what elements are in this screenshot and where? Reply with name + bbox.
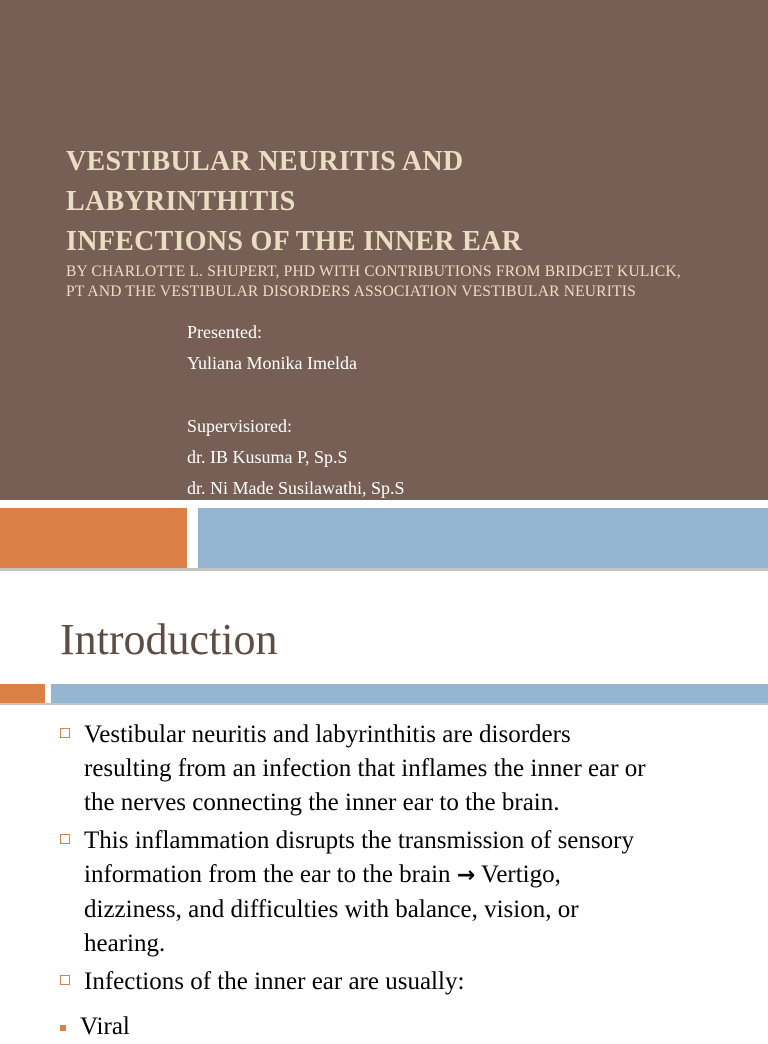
bullet-line: This inflammation disrupts the transmission of sensory xyxy=(84,827,634,854)
sub-bullet-icon xyxy=(60,1025,66,1031)
accent-bar-orange xyxy=(0,684,45,703)
accent-bar-shadow xyxy=(0,703,768,705)
bullet-line: Vertigo, xyxy=(475,861,561,888)
introduction-slide xyxy=(0,576,768,1040)
subtitle-line-2: PT AND THE VESTIBULAR DISORDERS ASSOCIATION VESTIBULAR NEURITIS xyxy=(66,283,636,300)
bullet-line: resulting from an infection that inflames the inner ear or xyxy=(84,755,646,782)
subtitle-line-1: BY CHARLOTTE L. SHUPERT, PHD WITH CONTRIBUTIONS FROM BRIDGET KULICK, xyxy=(66,263,681,280)
bullet-list xyxy=(60,718,750,1003)
square-bullet-icon xyxy=(60,728,70,738)
accent-bar-orange xyxy=(0,508,187,570)
accent-bar-blue xyxy=(51,684,768,703)
subtitle xyxy=(66,262,726,302)
square-bullet-icon xyxy=(60,834,70,844)
sub-bullet-item xyxy=(60,1010,130,1044)
title-line-1: VESTIBULAR NEURITIS AND xyxy=(66,146,464,177)
title-panel xyxy=(0,0,768,500)
bullet-line: hearing. xyxy=(84,930,166,957)
slide-title: Introduction xyxy=(60,615,278,664)
title-line-3: INFECTIONS OF THE INNER EAR xyxy=(66,226,523,257)
accent-bar-shadow xyxy=(0,568,768,571)
right-arrow-icon: → xyxy=(456,863,476,888)
supervisor-1: dr. IB Kusuma P, Sp.S xyxy=(187,447,348,467)
bullet-line: information from the ear to the brain xyxy=(84,861,457,888)
accent-bar-blue xyxy=(198,508,768,570)
supervised-label: Supervisiored: xyxy=(187,416,292,436)
bullet-item xyxy=(60,718,750,820)
presented-label: Presented: xyxy=(187,322,262,342)
square-bullet-icon xyxy=(60,975,70,985)
bullet-line: the nerves connecting the inner ear to the brain. xyxy=(84,789,560,816)
bullet-item xyxy=(60,965,750,999)
bullet-line: Infections of the inner ear are usually: xyxy=(84,968,465,995)
bullet-line: Vestibular neuritis and labyrinthitis are disorders xyxy=(84,721,571,748)
sub-bullet-text: Viral xyxy=(80,1013,130,1040)
bullet-item xyxy=(60,824,750,961)
presenter-name: Yuliana Monika Imelda xyxy=(187,353,357,373)
bullet-line: dizziness, and difficulties with balance, vision, or xyxy=(84,896,579,923)
title-line-2: LABYRINTHITIS xyxy=(66,186,296,217)
supervisor-2: dr. Ni Made Susilawathi, Sp.S xyxy=(187,478,405,498)
